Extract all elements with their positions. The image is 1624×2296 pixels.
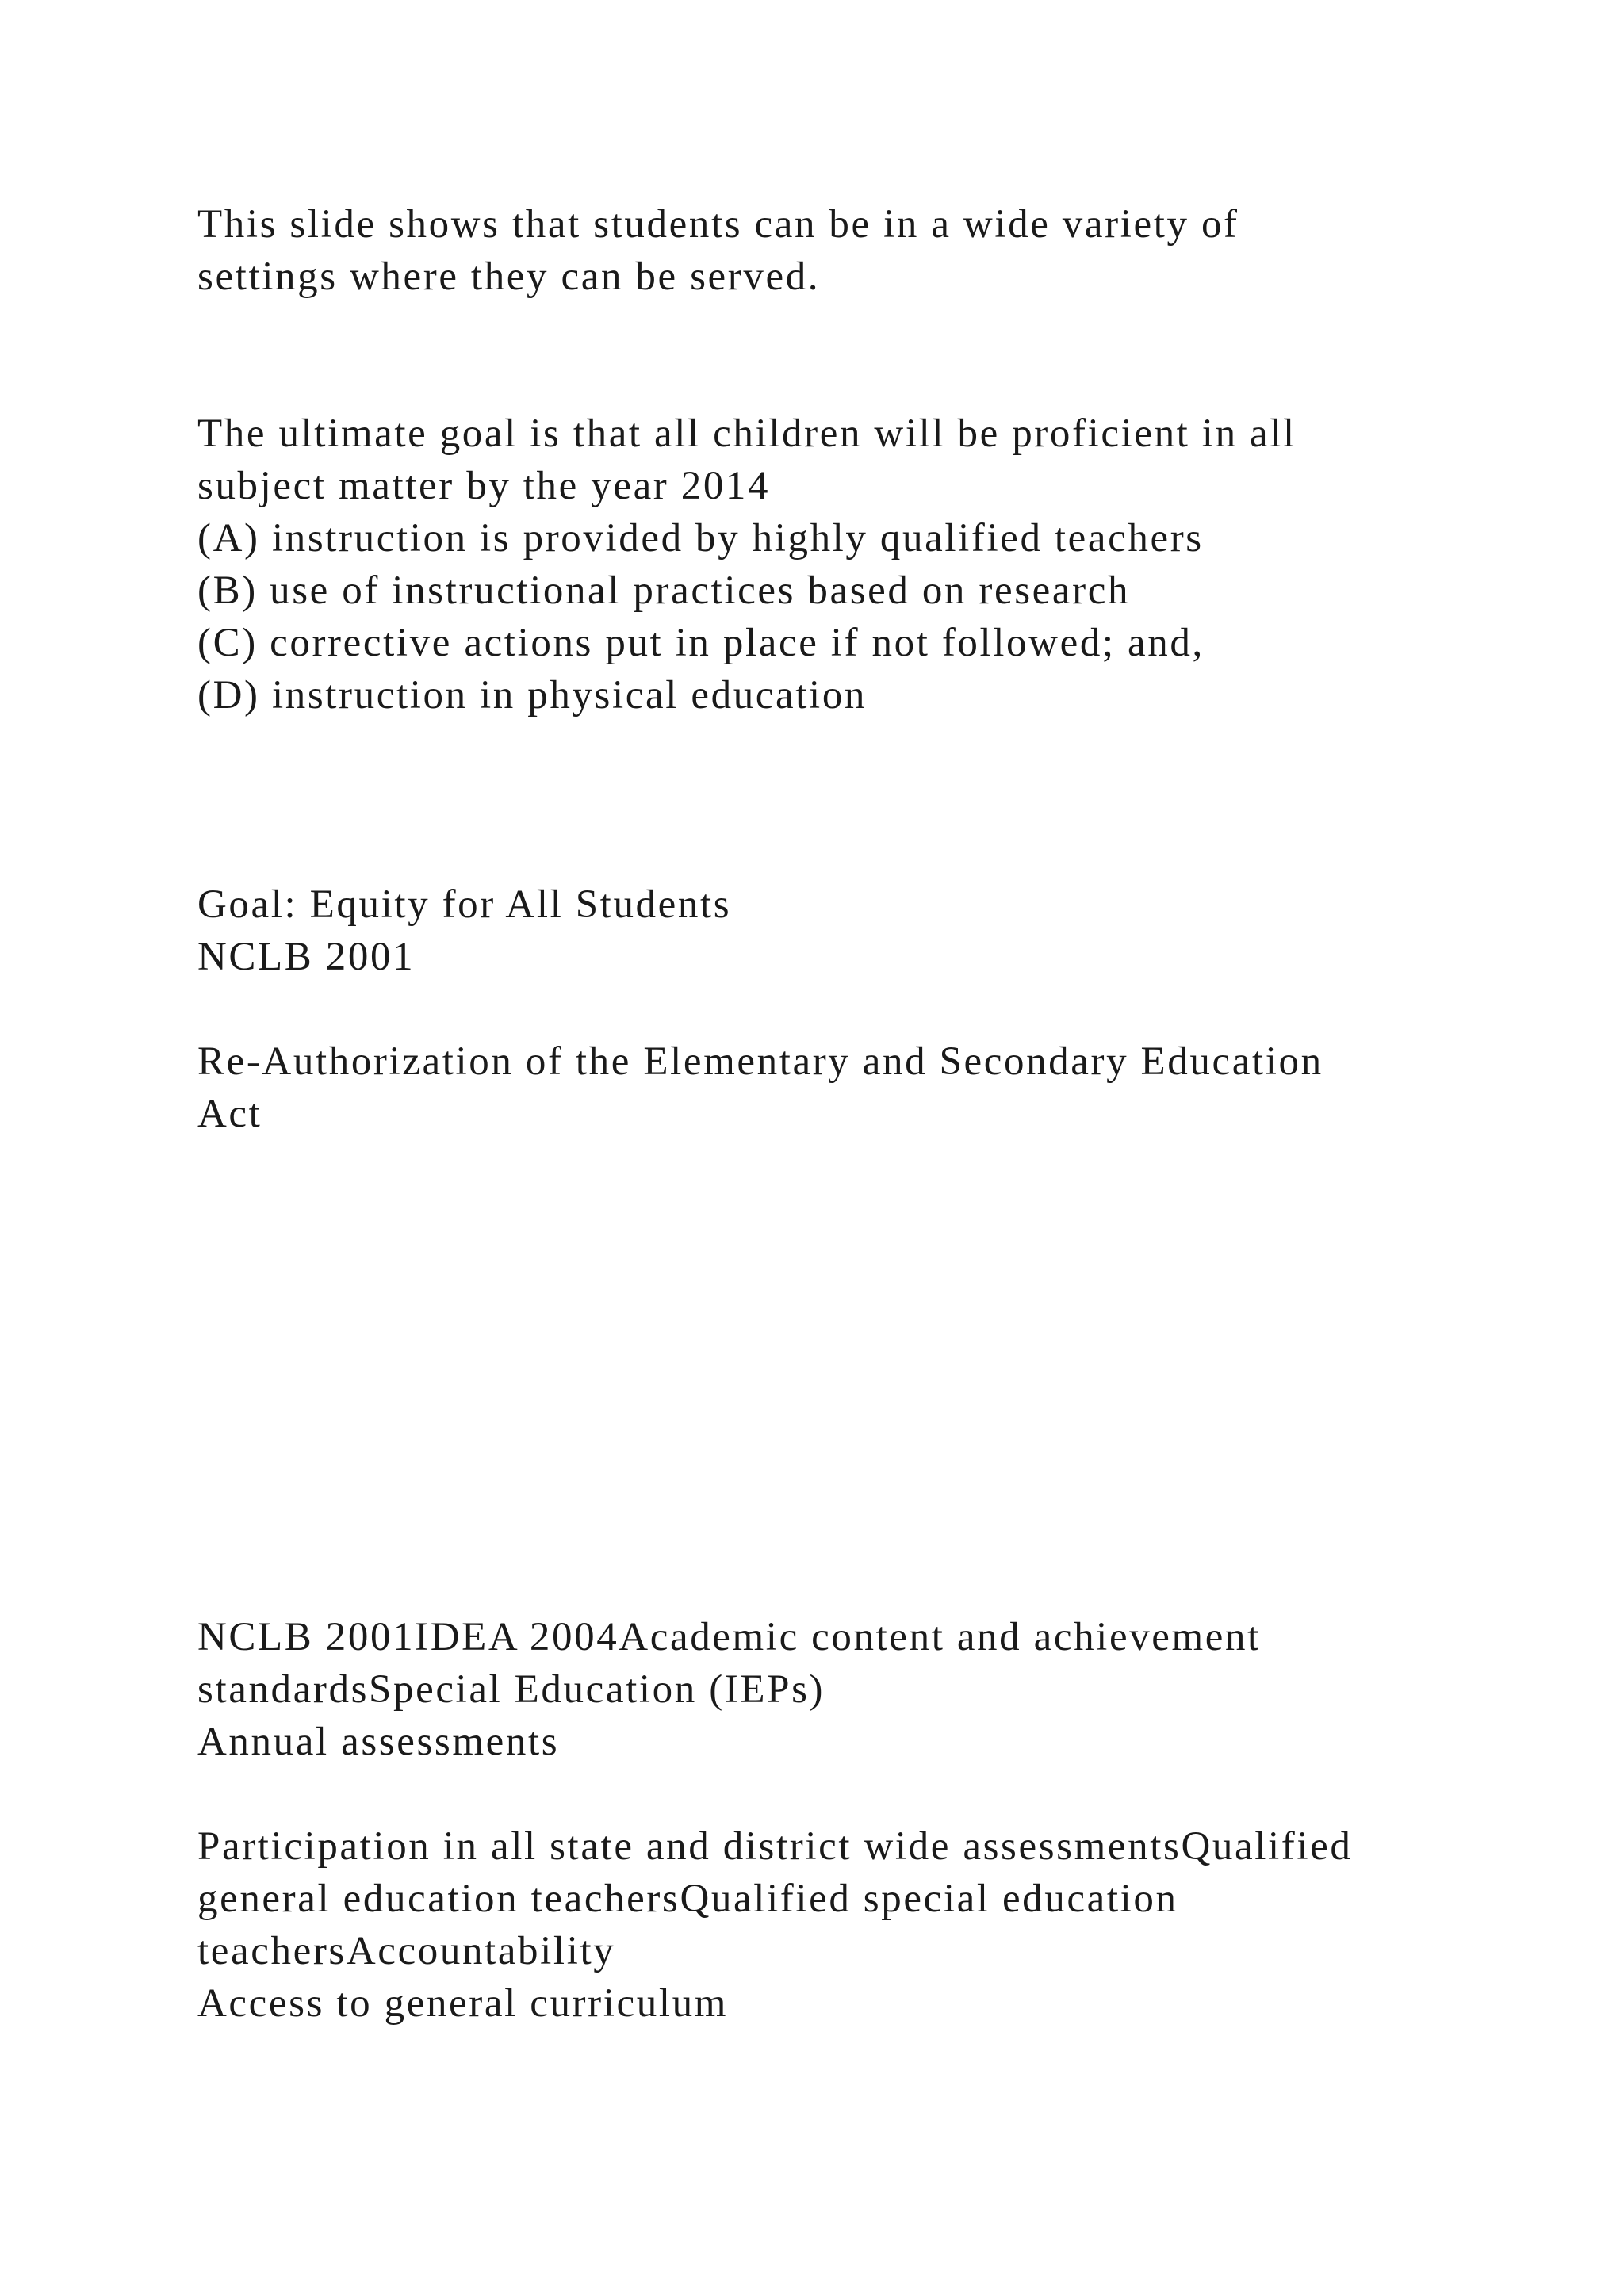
text-line: (C) corrective actions put in place if not followed; and, (197, 621, 1205, 665)
text-line: NCLB 2001IDEA 2004Academic content and achievement (197, 1615, 1261, 1659)
text-line: NCLB 2001 (197, 935, 416, 979)
text-line: standardsSpecial Education (IEPs) (197, 1667, 825, 1712)
text-line: Annual assessments (197, 1720, 560, 1764)
text-line: The ultimate goal is that all children will be proficient in all (197, 411, 1297, 456)
text-line: general education teachersQualified special education (197, 1877, 1178, 1921)
text-line: This slide shows that students can be in a wide variety of (197, 202, 1239, 247)
text-line: Access to general curriculum (197, 1981, 728, 2026)
text-line: (B) use of instructional practices based on research (197, 568, 1131, 613)
text-line: Act (197, 1092, 262, 1136)
text-line: Goal: Equity for All Students (197, 882, 732, 927)
text-line: teachersAccountability (197, 1929, 616, 1973)
text-line: Re-Authorization of the Elementary and Secondary Education (197, 1039, 1323, 1084)
text-line: (A) instruction is provided by highly qualified teachers (197, 516, 1204, 561)
text-line: Participation in all state and district wide assessmentsQualified (197, 1824, 1353, 1869)
text-line: (D) instruction in physical education (197, 673, 868, 718)
text-line: settings where they can be served. (197, 254, 821, 299)
text-line: subject matter by the year 2014 (197, 464, 771, 508)
